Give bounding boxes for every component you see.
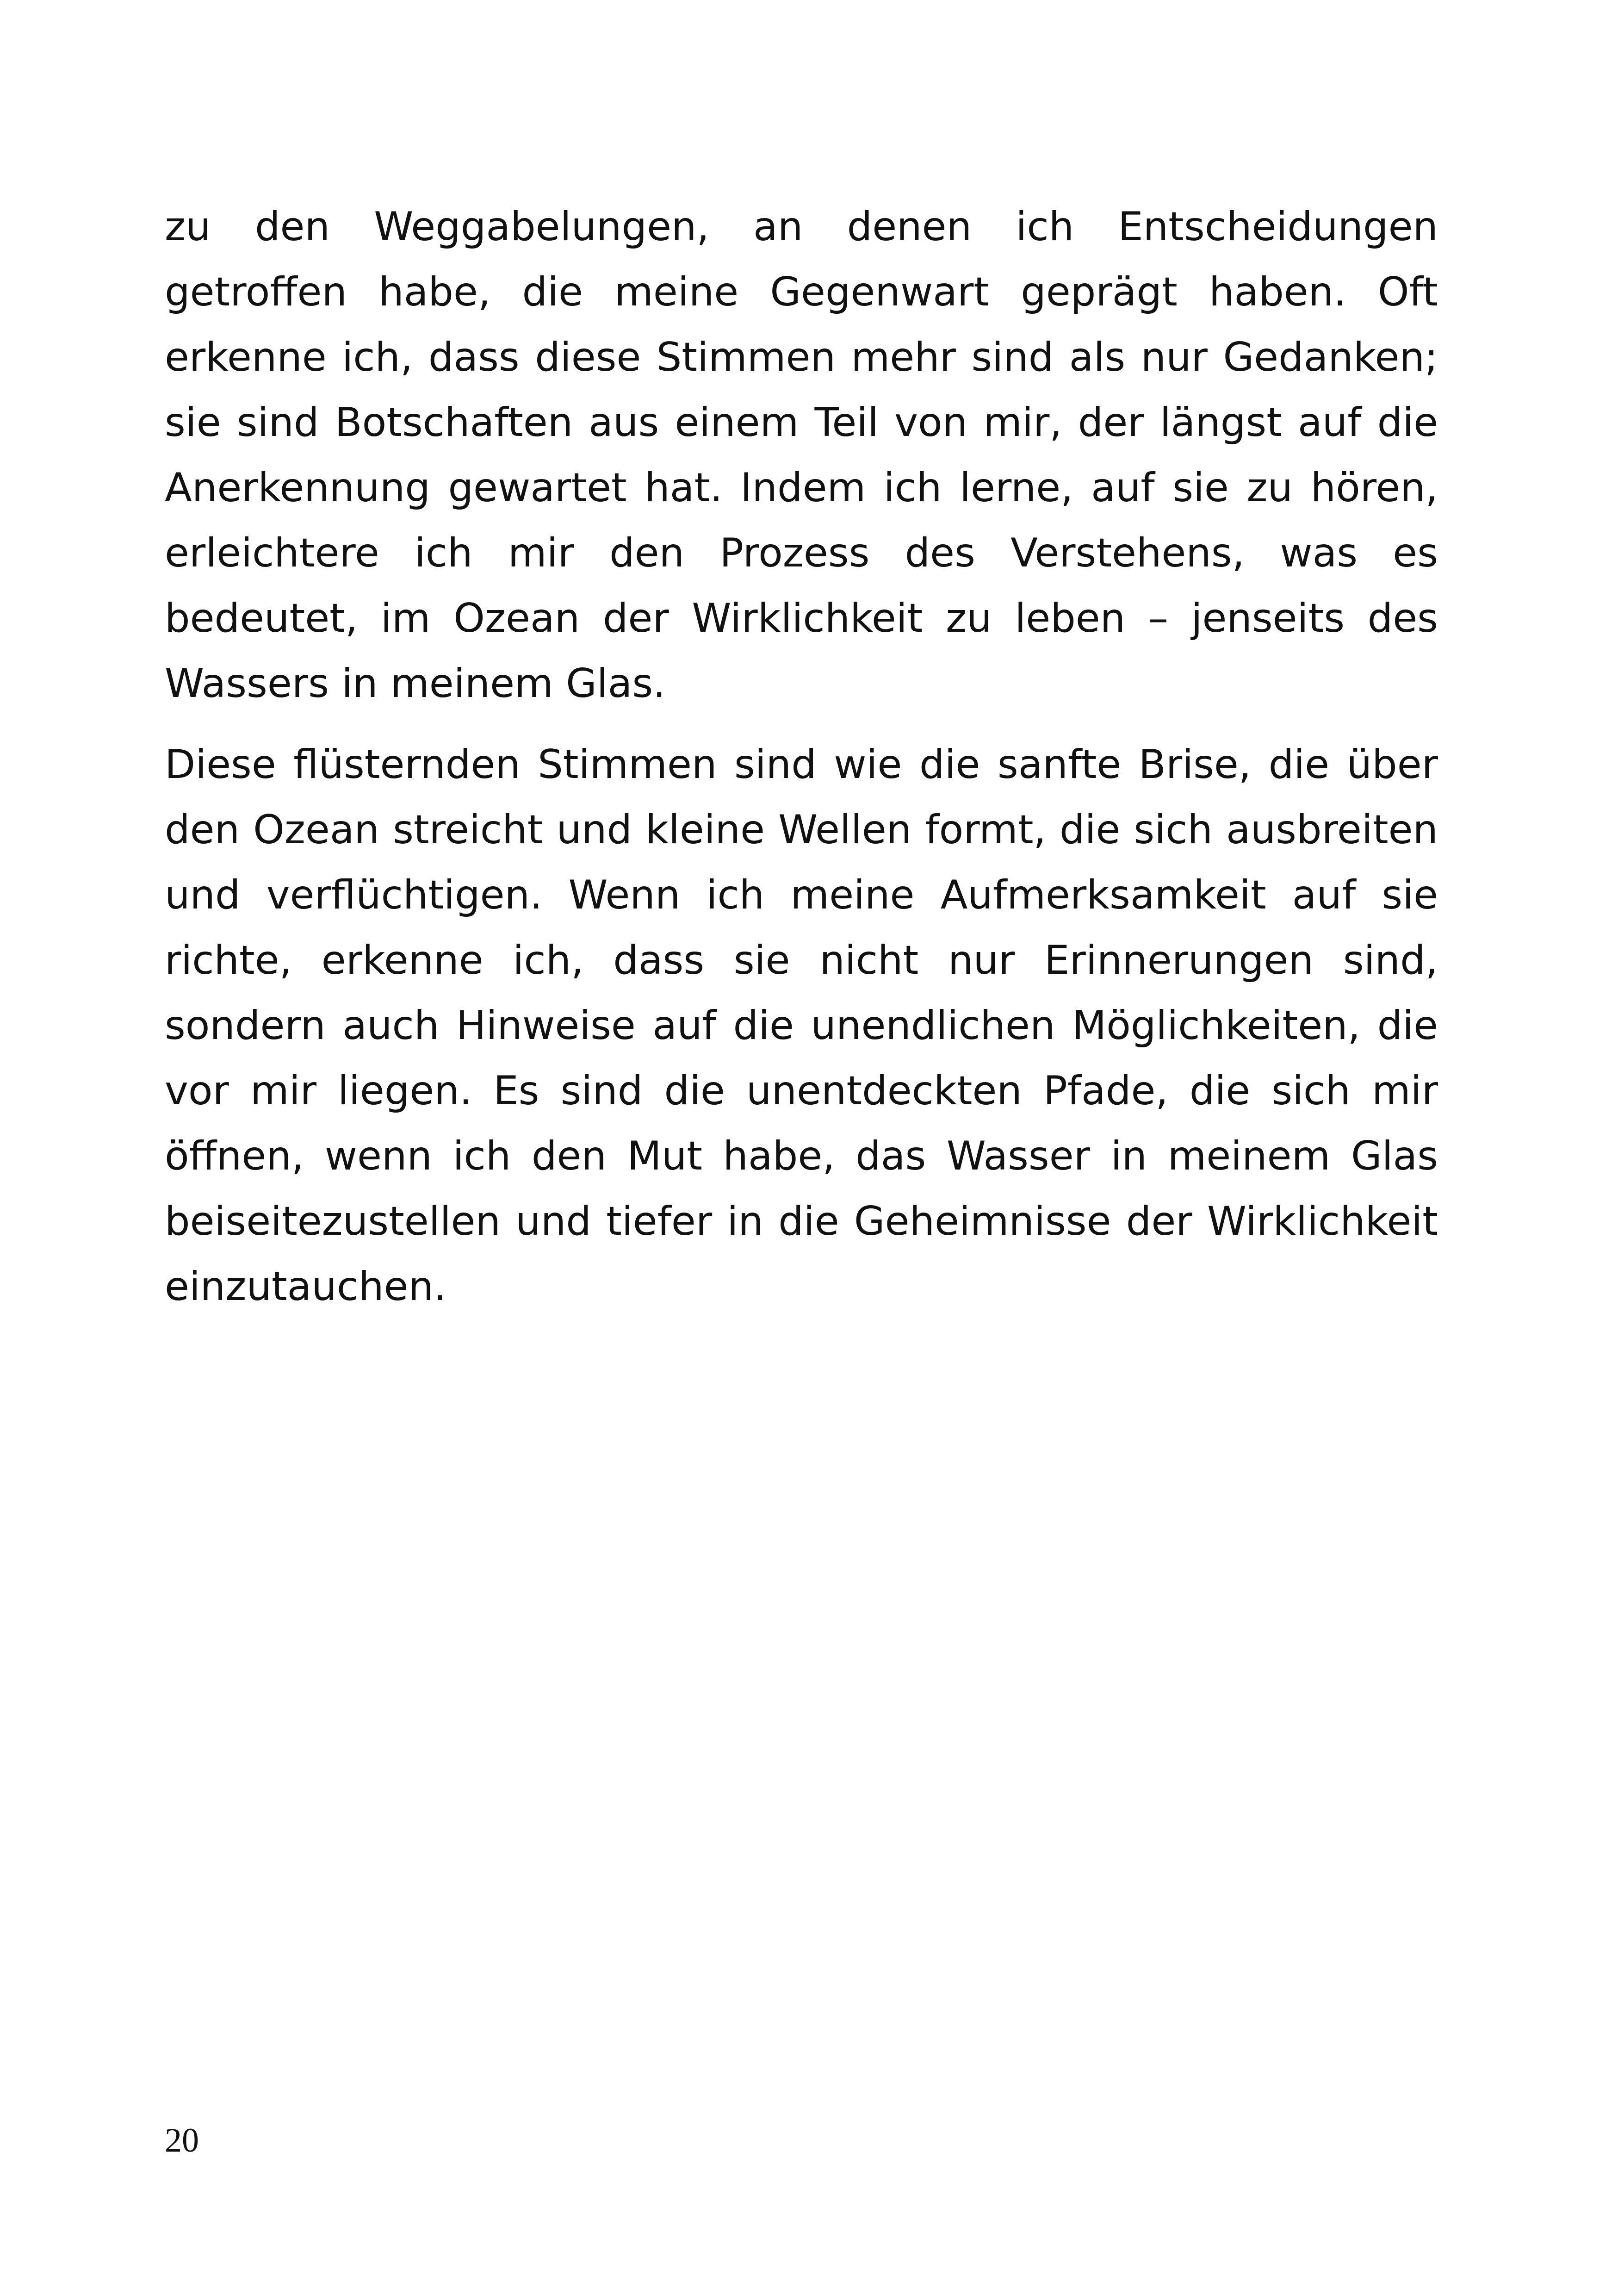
body-text [165, 194, 1438, 1335]
paragraph-2: Diese flüsternden Stimmen sind wie die sanfte Brise, die über den Ozean streicht und kleine Wellen formt, die sich ausbreiten und verflüchtigen. Wenn ich meine Aufmerksamkeit auf sie richte, erkenne ich, dass sie nicht nur Erinnerungen sind, sondern auch Hinweise auf die unendlichen Möglichkeiten, die vor mir liegen. Es sind die unentdeckten Pfade, die sich mir öffnen, wenn ich den Mut habe, das Wasser in meinem Glas beiseitezustellen und tiefer in die Geheimnisse der Wirklichkeit einzutauchen. [165, 741, 1438, 1310]
page-number: 20 [165, 2122, 199, 2159]
paragraph-1: zu den Weggabelungen, an denen ich Entscheidungen getroffen habe, die meine Gegenwart geprägt haben. Oft erkenne ich, dass diese Stimmen mehr sind als nur Gedanken; sie sind Botschaften aus einem Teil von mir, der längst auf die Anerkennung gewartet hat. Indem ich lerne, auf sie zu hören, erleichtere ich mir den Prozess des Verstehens, was es bedeutet, im Ozean der Wirklichkeit zu leben – jenseits des Wassers in meinem Glas. [165, 204, 1438, 707]
